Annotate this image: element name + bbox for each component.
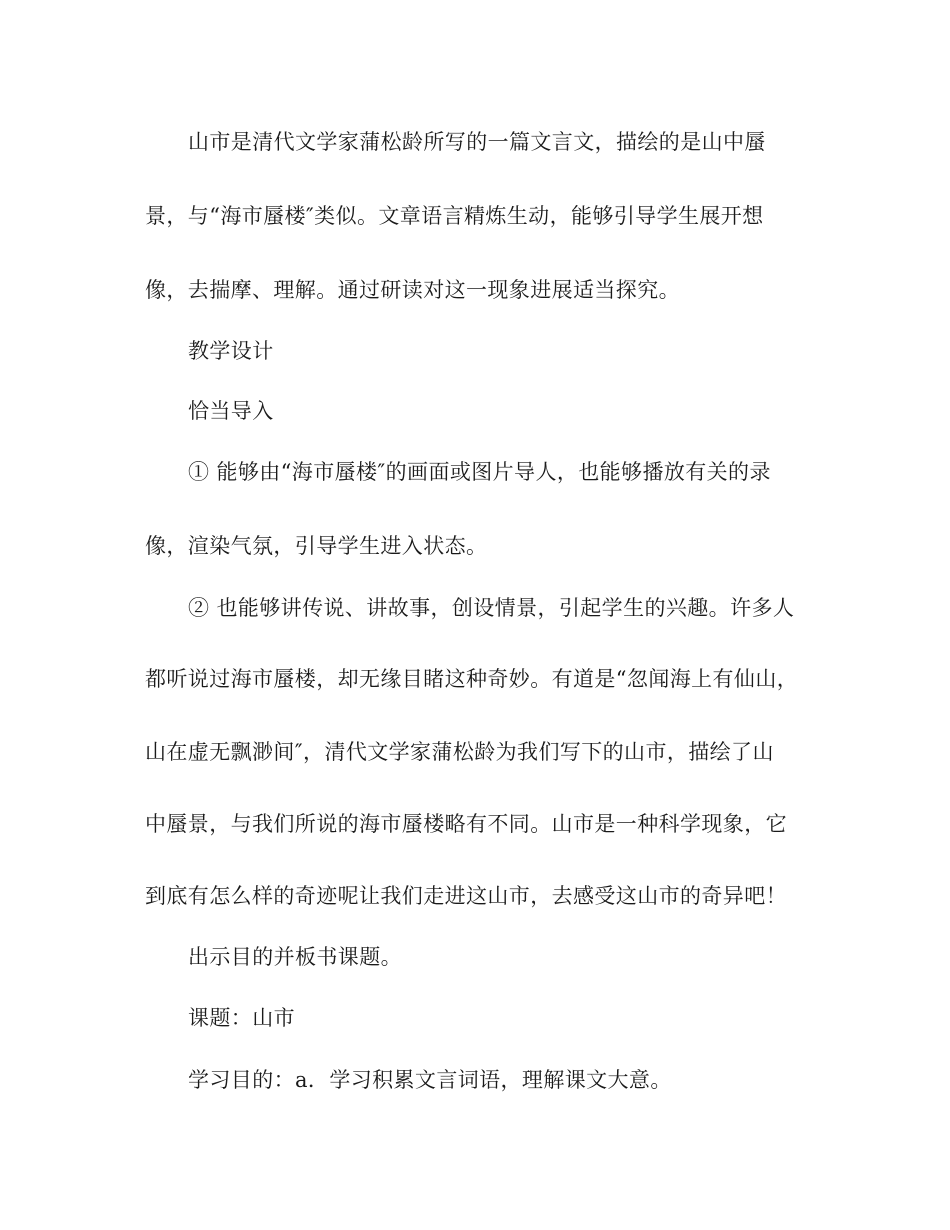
item-two-line-2: 都听说过海市蜃楼，却无缘目睹这种奇妙。有道是“忽闻海上有仙山， — [145, 667, 799, 691]
learning-objective-line: 学习目的：a．学习积累文言词语，理解课文大意。 — [188, 1068, 672, 1092]
item-two-line-3: 山在虚无飘渺间″，清代文学家蒲松龄为我们写下的山市，描绘了山 — [145, 740, 774, 764]
section-heading-teaching-design: 教学设计 — [188, 339, 274, 363]
item-two-line-5: 到底有怎么样的奇迹呢让我们走进这山市，去感受这山市的奇异吧！ — [145, 884, 787, 908]
intro-paragraph-line-2: 景，与“海市蜃楼″类似。文章语言精炼生动，能够引导学生展开想 — [145, 204, 764, 228]
item-one-line-1: ① 能够由“海市蜃楼″的画面或图片导人，也能够播放有关的录 — [188, 460, 771, 484]
intro-paragraph-line-1: 山市是清代文学家蒲松龄所写的一篇文言文，描绘的是山中蜃 — [188, 130, 766, 154]
lesson-title-line: 课题：山市 — [188, 1006, 295, 1030]
item-two-line-4: 中蜃景，与我们所说的海市蜃楼略有不同。山市是一种科学现象，它 — [145, 812, 787, 836]
item-one-line-2: 像，渲染气氛，引导学生进入状态。 — [145, 534, 488, 558]
section-heading-introduction: 恰当导入 — [188, 399, 274, 423]
show-objective-line: 出示目的并板书课题。 — [188, 945, 402, 969]
item-two-line-1: ② 也能够讲传说、讲故事，创设情景，引起学生的兴趣。许多人 — [188, 596, 795, 620]
intro-paragraph-line-3: 像，去揣摩、理解。通过研读对这一现象进展适当探究。 — [145, 278, 680, 302]
